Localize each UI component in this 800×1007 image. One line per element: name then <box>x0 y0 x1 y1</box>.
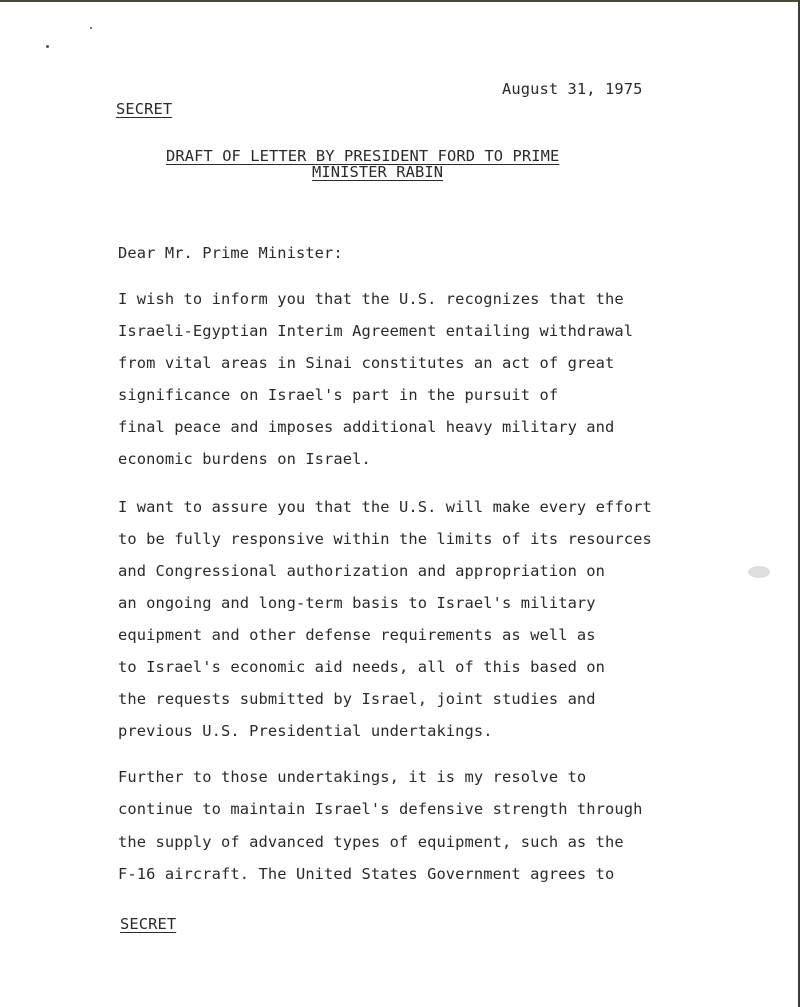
paragraph-2-line: previous U.S. Presidential undertakings. <box>118 722 493 740</box>
scan-speck <box>46 45 49 48</box>
paragraph-1-line: final peace and imposes additional heavy military and <box>118 418 615 436</box>
paragraph-3-line: the supply of advanced types of equipment, such as the <box>118 833 624 851</box>
paragraph-1-line: economic burdens on Israel. <box>118 450 371 468</box>
paragraph-3-line: F-16 aircraft. The United States Government agrees to <box>118 865 615 883</box>
paragraph-1-line: Israeli-Egyptian Interim Agreement entailing withdrawal <box>118 322 634 340</box>
salutation: Dear Mr. Prime Minister: <box>118 244 343 262</box>
classification-bottom: SECRET <box>120 915 177 933</box>
paragraph-1-line: I wish to inform you that the U.S. recognizes that the <box>118 290 624 308</box>
paragraph-3-line: Further to those undertakings, it is my resolve to <box>118 768 587 786</box>
paragraph-3-line: continue to maintain Israel's defensive strength through <box>118 800 643 818</box>
paragraph-2-line: equipment and other defense requirements as well as <box>118 626 596 644</box>
paragraph-2-line: the requests submitted by Israel, joint studies and <box>118 690 596 708</box>
paragraph-1-line: from vital areas in Sinai constitutes an act of great <box>118 354 615 372</box>
document-title-line-1: DRAFT OF LETTER BY PRESIDENT FORD TO PRIME <box>166 147 560 165</box>
document-date: August 31, 1975 <box>502 80 643 98</box>
paragraph-1-line: significance on Israel's part in the pursuit of <box>118 386 559 404</box>
paragraph-2-line: an ongoing and long-term basis to Israel's military <box>118 594 596 612</box>
paragraph-2-line: I want to assure you that the U.S. will make every effort <box>118 498 652 516</box>
paragraph-2-line: to Israel's economic aid needs, all of this based on <box>118 658 606 676</box>
scan-edge-top <box>0 0 800 2</box>
classification-top: SECRET <box>116 100 173 118</box>
paragraph-2-line: to be fully responsive within the limits of its resources <box>118 530 652 548</box>
scan-smudge <box>748 566 770 578</box>
scan-speck <box>90 27 92 29</box>
document-title-line-2: MINISTER RABIN <box>312 163 444 181</box>
paragraph-2-line: and Congressional authorization and appropriation on <box>118 562 606 580</box>
